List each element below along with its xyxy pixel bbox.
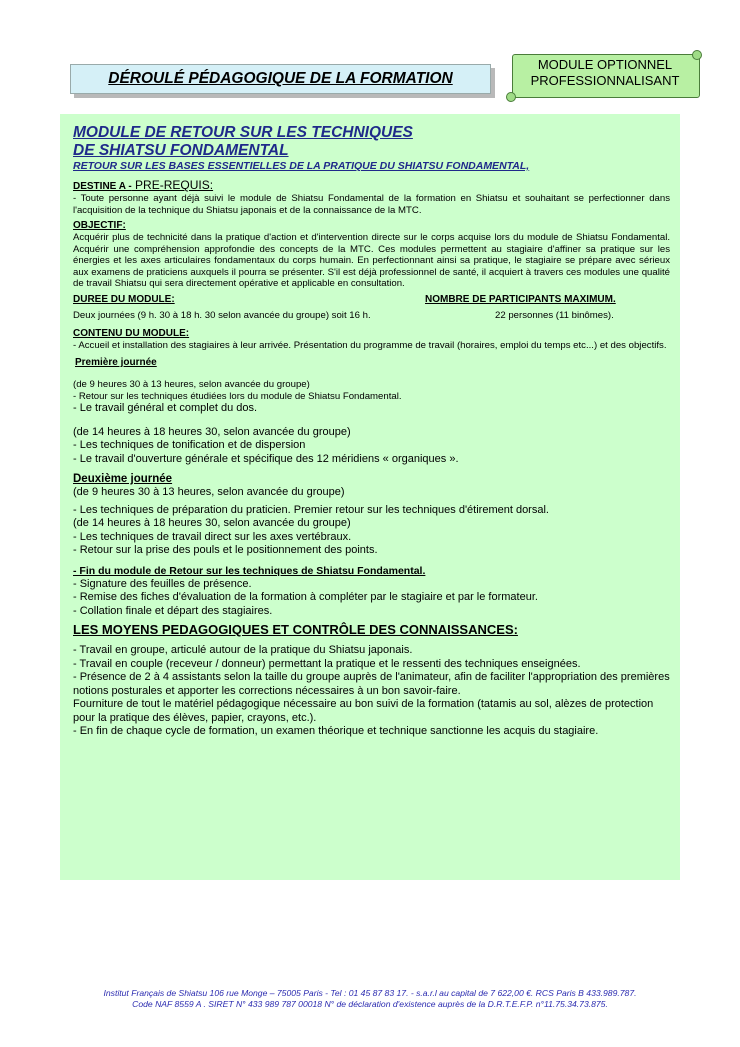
day2-afternoon-item: - Retour sur la prise des pouls et le positionnement des points. <box>73 544 378 556</box>
day2-morning-time: (de 9 heures 30 à 13 heures, selon avancée du groupe) <box>73 486 345 498</box>
module-subtitle: RETOUR SUR LES BASES ESSENTIELLES DE LA PRATIQUE DU SHIATSU FONDAMENTAL, <box>73 160 530 172</box>
optional-module-badge <box>504 54 704 98</box>
contenu-heading: CONTENU DU MODULE: <box>73 327 190 339</box>
end-of-module-heading: - Fin du module de Retour sur les techniques de Shiatsu Fondamental. <box>73 564 426 577</box>
day2-morning-item: - Les techniques de préparation du praticien. Premier retour sur les techniques d'étirement dorsal. <box>73 503 549 516</box>
moyens-heading: LES MOYENS PEDAGOGIQUES ET CONTRÔLE DES CONNAISSANCES: <box>73 622 518 637</box>
module-content <box>73 124 670 739</box>
day2-afternoon-item: - Les techniques de travail direct sur les axes vertébraux. <box>73 530 352 543</box>
footer-line-2: Code NAF 8559 A . SIRET N° 433 989 787 00018 N° de déclaration d'existence auprès de la D.R.T.E.F.P. n°11.75.34.73.875. <box>132 999 608 1009</box>
badge-line-2: PROFESSIONNALISANT <box>530 73 680 88</box>
module-title-line-2: DE SHIATSU FONDAMENTAL <box>73 142 289 159</box>
day1-afternoon-item: - Les techniques de tonification et de dispersion <box>73 439 306 451</box>
moyens-item: - En fin de chaque cycle de formation, un examen théorique et technique sanctionne les acquis du stagiaire. <box>73 725 599 737</box>
day1-morning-item: - Le travail général et complet du dos. <box>73 402 258 414</box>
badge-line-1: MODULE OPTIONNEL <box>537 57 673 72</box>
page-footer <box>0 988 740 1010</box>
objectif-text: Acquérir plus de technicité dans la pratique d'action et d'intervention directe sur le corps acquise lors du module de Shiatsu Fondamental. Acquérir une compréhension approfondie des concepts de la MTC. Ces modules permettent au stagiaire d'affiner sa pratique sur les énergies et les axes articulaires fondamentaux du corps humain. En perfectionnant ainsi sa pratique, le stagiaire se prépare avec sérieux aux examens de praticiens auxquels il pourra se présenter. S'il est déjà professionnel de santé, il acquiert à travers ces modules une qualité de travail Shiatsu qui sera directement opérative et applicable en consultation. <box>73 232 670 289</box>
day2-heading: Deuxième journée <box>73 473 173 485</box>
day1-morning-time: (de 9 heures 30 à 13 heures, selon avancée du groupe) <box>73 379 310 390</box>
day1-heading: Première journée <box>75 357 157 368</box>
moyens-item: - Travail en groupe, articulé autour de la pratique du Shiatsu japonais. <box>73 644 413 656</box>
end-item: - Signature des feuilles de présence. <box>73 577 252 590</box>
duree-heading-row <box>73 294 670 306</box>
page-title: DÉROULÉ PÉDAGOGIQUE DE LA FORMATION <box>108 70 453 87</box>
moyens-item: - Présence de 2 à 4 assistants selon la taille du groupe auprès de l'animateur, afin de faciliter l'appropriation des premières notions posturales et apporter les corrections nécessaires à un bon savoir-faire. <box>73 671 670 697</box>
day1-afternoon-time: (de 14 heures à 18 heures 30, selon avancée du groupe) <box>73 425 351 438</box>
module-title-line-1: MODULE DE RETOUR SUR LES TECHNIQUES <box>73 124 413 141</box>
duree-text: Deux journées (9 h. 30 à 18 h. 30 selon avancée du groupe) soit 16 h. <box>73 309 371 321</box>
duree-text-row <box>73 310 670 322</box>
end-item: - Remise des fiches d'évaluation de la formation à compléter par le stagiaire et par le formateur. <box>73 591 538 603</box>
destine-heading: DESTINE A - PRE-REQUIS: <box>73 178 214 192</box>
participants-text: 22 personnes (11 binômes). <box>495 309 614 321</box>
moyens-item: Fourniture de tout le matériel pédagogique nécessaire au bon suivi de la formation (tatamis au sol, alèzes de protection pour la pratique des élèves, papier, crayons, etc.). <box>73 698 654 724</box>
page-title-box <box>70 64 491 94</box>
day1-afternoon-item: - Le travail d'ouverture générale et spécifique des 12 méridiens « organiques ». <box>73 452 459 465</box>
day1-morning-item: - Retour sur les techniques étudiées lors du module de Shiatsu Fondamental. <box>73 390 402 402</box>
footer-line-1: Institut Français de Shiatsu 106 rue Monge – 75005 Paris - Tel : 01 45 87 83 17. - s.a.r.l au capital de 7 622,00 €. RCS Paris B 433.989.787. <box>103 988 637 998</box>
objectif-heading: OBJECTIF: <box>73 220 126 231</box>
duree-heading: DUREE DU MODULE: <box>73 293 175 305</box>
participants-heading: NOMBRE DE PARTICIPANTS MAXIMUM. <box>425 293 616 305</box>
scroll-curl-icon <box>506 92 516 102</box>
end-item: - Collation finale et départ des stagiaires. <box>73 604 273 617</box>
day2-afternoon-time: (de 14 heures à 18 heures 30, selon avancée du groupe) <box>73 517 351 529</box>
destine-text: - Toute personne ayant déjà suivi le module de Shiatsu Fondamental de la formation en Shiatsu et souhaitant se perfectionner dans l'acquisition de la technique du Shiatsu japonais et de la connaissance de la MTC. <box>73 193 670 216</box>
contenu-text: - Accueil et installation des stagiaires à leur arrivée. Présentation du programme de travail (horaires, emploi du temps etc...) et des objectifs. <box>73 339 667 351</box>
moyens-item: - Travail en couple (receveur / donneur) permettant la pratique et le ressenti des techniques enseignées. <box>73 657 581 670</box>
